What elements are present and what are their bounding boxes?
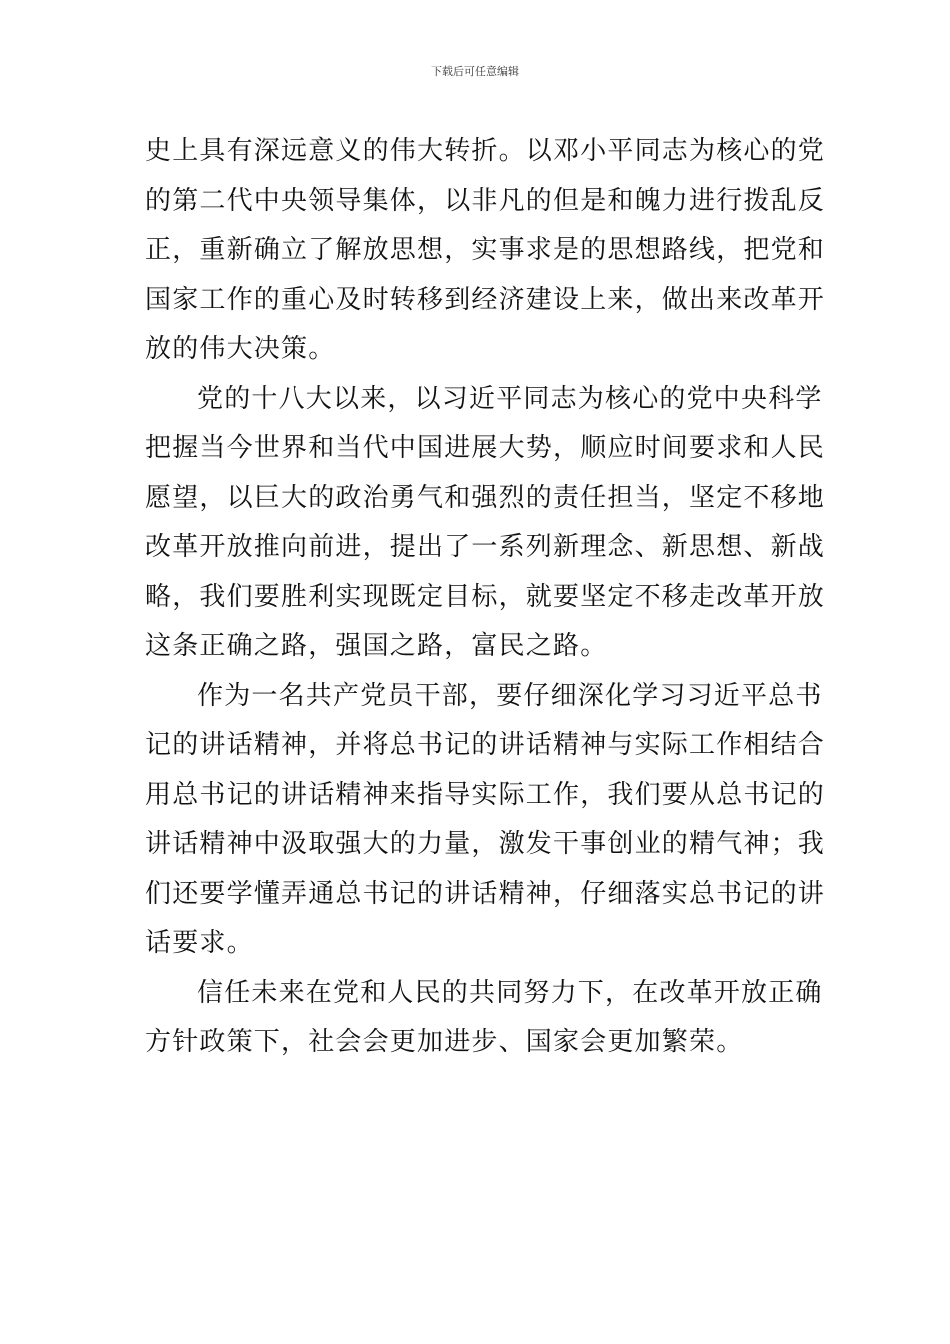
text-line: 用总书记的讲话精神来指导实际工作，我们要从总书记的 — [145, 779, 826, 810]
text-line: 愿望，以巨大的政治勇气和强烈的责任担当，坚定不移地 — [145, 482, 826, 513]
text-line: 史上具有深远意义的伟大转折。以邓小平同志为核心的党 — [145, 136, 826, 166]
text-line: 们还要学懂弄通总书记的讲话精神，仔细落实总书记的讲 — [145, 878, 826, 909]
document-body — [145, 127, 826, 1068]
text-line: 这条正确之路，强国之路，富民之路。 — [145, 631, 608, 661]
text-line: 略，我们要胜利实现既定目标，就要坚定不移走改革开放 — [145, 581, 826, 612]
text-line: 放的伟大决策。 — [145, 334, 336, 364]
text-line: 讲话精神中汲取强大的力量，激发干事创业的精气神；我 — [145, 829, 826, 859]
text-line: 话要求。 — [145, 928, 254, 958]
text-line: 记的讲话精神，并将总书记的讲话精神与实际工作相结合 — [145, 730, 826, 760]
text-line: 方针政策下，社会会更加进步、国家会更加繁荣。 — [145, 1027, 744, 1057]
text-line: 把握当今世界和当代中国进展大势，顺应时间要求和人民 — [145, 433, 826, 463]
paragraph-first-line: 作为一名共产党员干部，要仔细深化学习习近平总书 — [197, 680, 823, 711]
paragraph-first-line: 党的十八大以来，以习近平同志为核心的党中央科学 — [197, 383, 823, 414]
text-line: 正，重新确立了解放思想，实事求是的思想路线，把党和 — [145, 235, 826, 265]
text-line: 国家工作的重心及时转移到经济建设上来，做出来改革开 — [145, 284, 826, 315]
text-line: 改革开放推向前进，提出了一系列新理念、新思想、新战 — [145, 532, 826, 562]
paragraph-first-line: 信任未来在党和人民的共同努力下，在改革开放正确 — [197, 977, 823, 1008]
page-header: 下载后可任意编辑 — [431, 65, 519, 78]
text-line: 的第二代中央领导集体，以非凡的但是和魄力进行拨乱反 — [145, 185, 826, 216]
